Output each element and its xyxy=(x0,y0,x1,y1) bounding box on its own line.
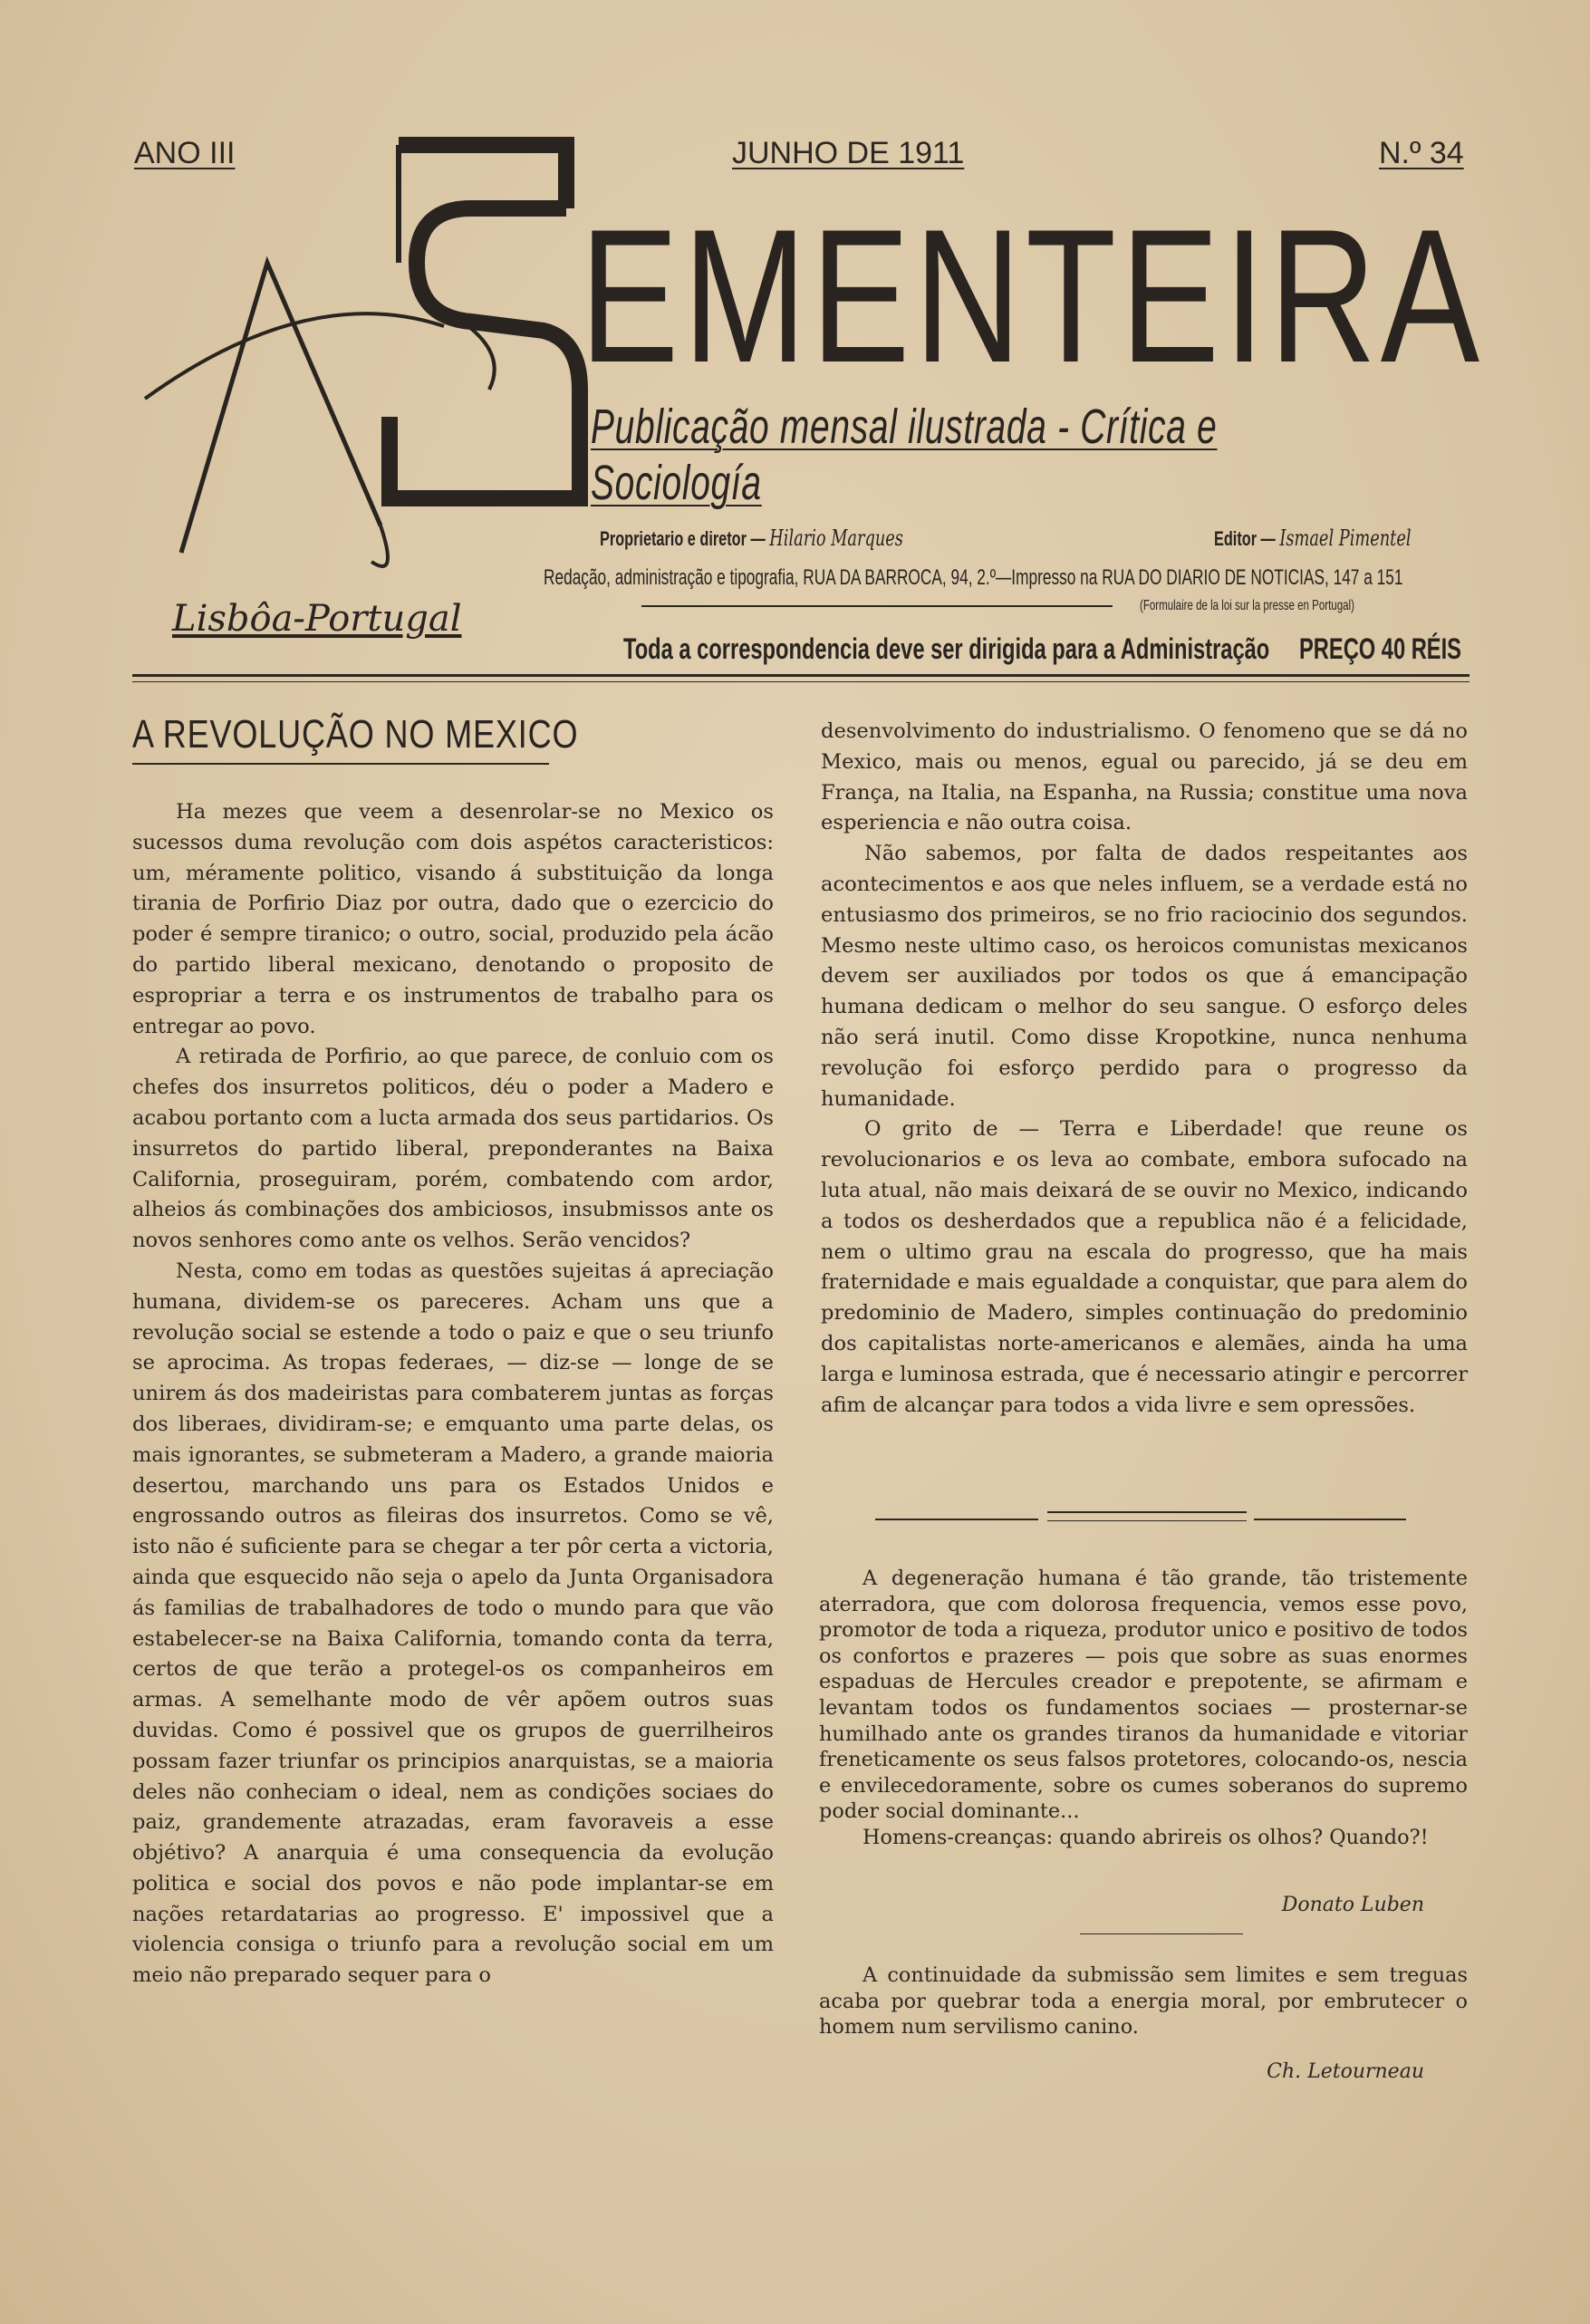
correspondence-note: Toda a correspondencia deve ser dirigida para a Administração xyxy=(623,632,1270,665)
owner-name: Hilario Marques xyxy=(769,526,903,551)
masthead-logo xyxy=(127,127,598,598)
quote-paragraph: Homens-creanças: quando abrireis os olhos? Quando?! xyxy=(862,1825,1429,1849)
place-name: Lisbôa-Portugal xyxy=(172,598,462,640)
owner-label: Proprietario e diretor — xyxy=(600,527,766,550)
separator-rule-middle-bottom xyxy=(1047,1520,1247,1521)
legal-note: (Formulaire de la loi sur la presse en Portugal) xyxy=(1140,598,1354,613)
separator-rule-right xyxy=(1254,1519,1406,1520)
masthead-subtitle: Publicação mensal ilustrada - Crítica e Sociología xyxy=(591,400,1218,510)
separator-rule-left xyxy=(875,1519,1038,1520)
imprint-rule xyxy=(641,605,1113,607)
quote-letourneau xyxy=(819,1962,1468,2040)
quote-paragraph: A continuidade da submissão sem limites e sem treguas acaba por quebrar toda a energia moral, por embrutecer o homem num servilismo canino. xyxy=(819,1963,1468,2040)
quote-author-letourneau: Ch. Letourneau xyxy=(1267,2060,1424,2083)
article-paragraph: A retirada de Porfirio, ao que parece, de conluio com os chefes dos insurretos politicos, déu o poder a Madero e acabou portanto com a lucta armada dos seus partidarios. Os insurretos do partido liberal, preponderantes na Baixa California, proseguiram, porém, combatendo com ardor, alheios ás combinações dos ambiciosos, insubmissos ante os novos senhores como ante os velhos. Serão vencidos? xyxy=(132,1045,774,1253)
issue-number: N.º 34 xyxy=(1379,136,1464,170)
article-right-column xyxy=(821,717,1468,1421)
article-paragraph: desenvolvimento do industrialismo. O fenomeno que se dá no Mexico, mais ou menos, egual ou parecido, já se deu em França, na Italia, na Espanha, na Russia; constitue uma nova esperiencia e não outra coisa. xyxy=(821,719,1468,835)
quote-author-luben: Donato Luben xyxy=(1281,1894,1424,1916)
price: PREÇO 40 RÉIS xyxy=(1299,632,1461,665)
header-rule-bottom xyxy=(132,681,1470,682)
quote-luben xyxy=(819,1566,1468,1851)
article-left-column xyxy=(132,797,774,1991)
article-paragraph: O grito de — Terra e Liberdade! que reune os revolucionarios e os leva ao combate, embora sufocado na luta atual, não mais deixará de se ouvir no Mexico, indicando a todos os desherdados que a republica não é a felicidade, nem o ultimo grau na escala do progresso, que ha mais fraternidade e mais egualdade a conquistar, que para alem do predominio de Madero, simples continuação do predominio dos capitalistas norte-americanos e alemães, ainda ha uma larga e luminosa estrada, que é necessario atingir e percorrer afim de alcançar para todos a vida livre e sem opressões. xyxy=(821,1117,1468,1417)
quote-paragraph: A degeneração humana é tão grande, tão tristemente aterradora, que com dolorosa frequencia, vemos esse povo, promotor de toda a riqueza, produtor unico e positivo de todos os confortos e prazeres — pois que sobre as suas enormes espaduas de Hercules creador e prepotente, se afirmam e levantam todos os fundamentos sociaes — prosternar-se humilhado ante os grandes tiranos da humanidade e vitoriar freneticamente os seus falsos protetores, colocando-os, nescia e envilecedoramente, sobre os cumes soberanos do supremo poder social dominante... xyxy=(819,1567,1468,1824)
article-paragraph: Não sabemos, por falta de dados respeitantes aos acontecimentos e aos que neles influem, se a verdade está no entusiasmo dos primeiros, se no frio raciocinio dos segundos. Mesmo neste ultimo caso, os heroicos comunistas mexicanos devem ser auxiliados por todos os que á emancipação humana dedicam o melhor do seu sangue. O esforço deles não será inutil. Como disse Kropotkine, nunca nenhuma revolução foi esforço perdido para o progresso da humanidade. xyxy=(821,842,1468,1111)
editor-label: Editor — xyxy=(1214,527,1276,550)
article-paragraph: Nesta, como em todas as questões sujeitas á apreciação humana, dividem-se os pareceres. Acham uns que a revolução social se estende a todo o paiz e que o seu triunfo se aprocima. As tropas federaes, — diz-se — longe de se unirem ás dos madeiristas para combaterem juntas as forças dos liberaes, dividiram-se; e emquanto uma parte delas, os mais ignorantes, se submeteram a Madero, a grande maioria desertou, marchando uns para os Estados Unidos e engrossando outros as fileiras dos insurretos. Como se vê, isto não é suficiente para se chegar a ter pôr certa a victoria, ainda que esquecido não seja o apelo da Junta Organisadora ás familias de trabalhadores de todo o mundo para que vão estabelecer-se na Baixa California, tomando conta da terra, certos de que terão a protegel-os os companheiros em armas. A semelhante modo de vêr apõem outros suas duvidas. Como é possivel que os grupos de guerrilheiros possam fazer triunfar os principios anarquistas, se a maioria deles não conheciam o ideal, nem as condições sociaes do paiz, grandemente atrazadas, eram favoraveis a esse objétivo? A anarquia é uma consequencia da evolução politica e social dos povos e não pode implantar-se em nações retardatarias ao progresso. E' impossivel que a violencia consiga o triunfo para a revolução social em um meio não preparado sequer para o xyxy=(132,1258,774,1988)
article-headline: A REVOLUÇÃO NO MEXICO xyxy=(132,712,579,757)
editor-line xyxy=(1214,526,1412,551)
header-rule-top xyxy=(132,674,1470,677)
issue-year: ANO III xyxy=(134,136,236,170)
address-line: Redação, administração e tipografia, RUA DA BARROCA, 94, 2.º—Impresso na RUA DO DIARIO DE NOTICIAS, 147 a 151 xyxy=(544,565,1403,590)
masthead-title: EMENTEIRA xyxy=(580,189,1484,402)
headline-rule xyxy=(132,763,549,765)
quote-separator xyxy=(1080,1933,1243,1934)
owner-line xyxy=(600,526,903,551)
issue-date: JUNHO DE 1911 xyxy=(732,136,965,170)
separator-rule-middle-top xyxy=(1047,1511,1247,1513)
article-paragraph: Ha mezes que veem a desenrolar-se no Mexico os sucessos duma revolução com dois aspétos caracteristicos: um, méramente politico, visando á substituição da longa tirania de Porfirio Diaz por outra, dado que o ezercicio do poder é sempre tiranico; o outro, social, produzido pela ácão do partido liberal mexicano, denotando o proposito de espropriar a terra e os instrumentos de trabalho para os entregar ao povo. xyxy=(132,800,774,1038)
editor-name: Ismael Pimentel xyxy=(1279,526,1412,551)
